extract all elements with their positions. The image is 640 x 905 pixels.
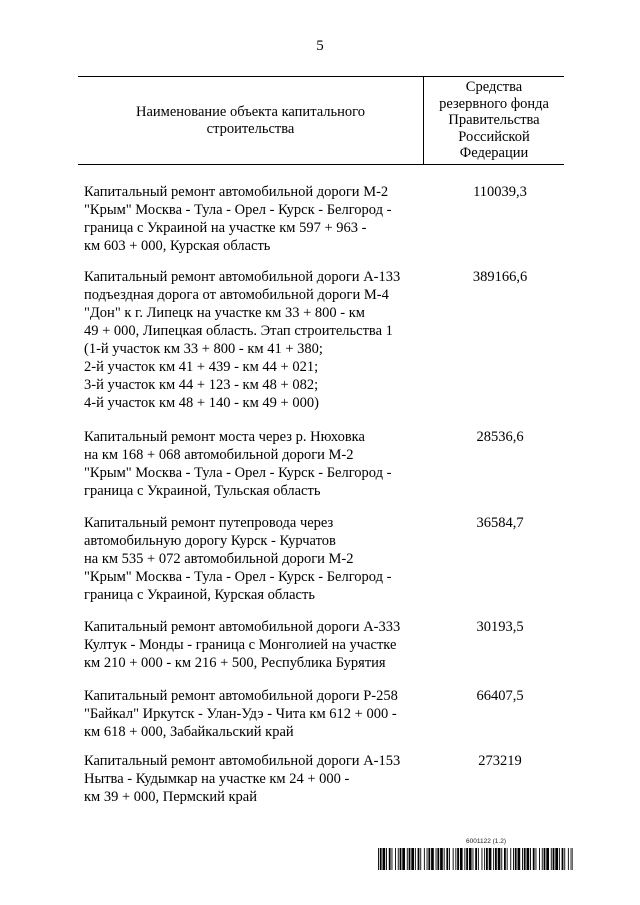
- row-object-name: Капитальный ремонт автомобильной дороги А-333 Култук - Монды - граница с Монголией на участке км 210 + 000 - км 216 + 500, Республика Бурятия: [84, 619, 401, 671]
- row-object-name: Капитальный ремонт автомобильной дороги М-2 "Крым" Москва - Тула - Орел - Курск - Белгород - граница с Украиной на участке км 597 + 963 - км 603 + 000, Курская область: [84, 184, 392, 254]
- row-object-name: Капитальный ремонт автомобильной дороги Р-258 "Байкал" Иркутск - Улан-Удэ - Чита км 612 + 000 - км 618 + 000, Забайкальский край: [84, 688, 398, 740]
- row-amount: 389166,6: [472, 269, 528, 285]
- table-header: [78, 76, 564, 165]
- row-object-name: Капитальный ремонт автомобильной дороги А-153 Нытва - Кудымкар на участке км 24 + 000 - км 39 + 000, Пермский край: [84, 753, 401, 805]
- document-code: 6001122 (1.2): [466, 838, 506, 845]
- barcode: [378, 848, 573, 870]
- page-number: 5: [316, 38, 324, 54]
- row-amount: 66407,5: [476, 688, 524, 704]
- row-object-name: Капитальный ремонт автомобильной дороги А-133 подъездная дорога от автомобильной дороги М-4 "Дон" к г. Липецк на участке км 33 + 800 - км 49 + 000, Липецкая область. Этап строительства 1 (1-й участок км 33 + 800 - км 41 + 380; 2-й участок км 41 + 439 - км 44 + 021; 3-й участок км 44 + 123 - км 48 + 082; 4-й участок км 48 + 140 - км 49 + 000): [84, 269, 401, 411]
- row-amount: 30193,5: [476, 619, 524, 635]
- header-object-name: Наименование объекта капитального строительства: [136, 103, 365, 137]
- row-amount: 28536,6: [476, 429, 524, 445]
- row-amount: 273219: [478, 753, 522, 769]
- header-reserve-fund: Средства резервного фонда Правительства Российской Федерации: [439, 79, 549, 161]
- row-object-name: Капитальный ремонт путепровода через автомобильную дорогу Курск - Курчатов на км 535 + 072 автомобильной дороги М-2 "Крым" Москва - Тула - Орел - Курск - Белгород - граница с Украиной, Курская область: [84, 515, 392, 603]
- row-amount: 36584,7: [476, 515, 524, 531]
- row-amount: 110039,3: [473, 184, 527, 200]
- row-object-name: Капитальный ремонт моста через р. Нюховка на км 168 + 068 автомобильной дороги М-2 "Крым" Москва - Тула - Орел - Курск - Белгород - граница с Украиной, Тульская область: [84, 429, 392, 499]
